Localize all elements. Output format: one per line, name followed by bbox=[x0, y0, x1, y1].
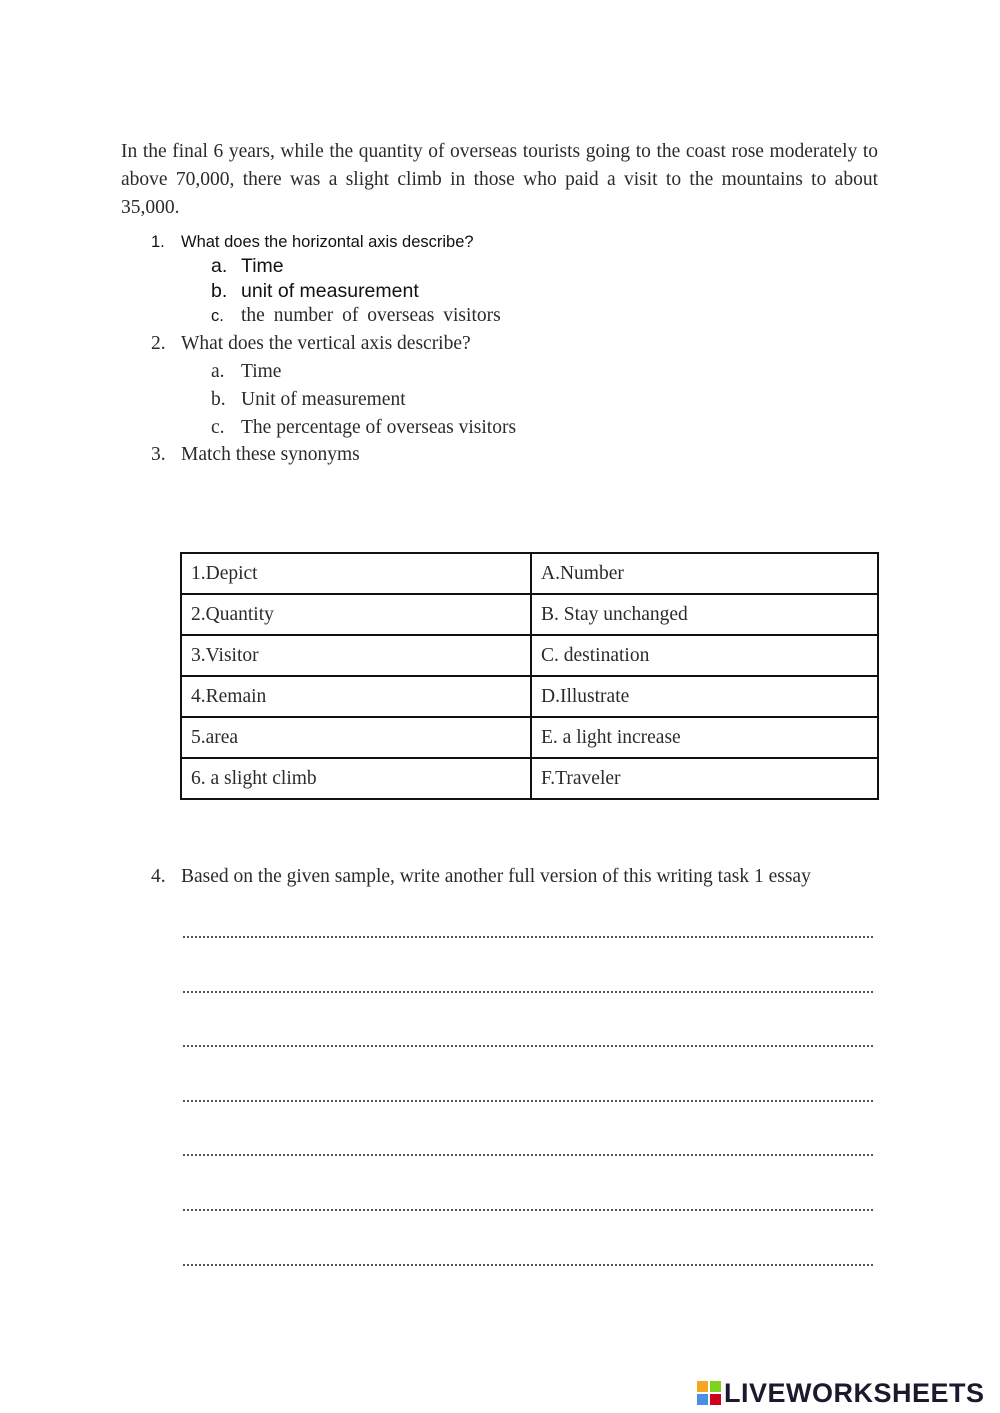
synonym-right-cell: B. Stay unchanged bbox=[531, 594, 878, 635]
answer-line[interactable] bbox=[183, 991, 873, 993]
option-letter: b. bbox=[211, 389, 226, 410]
synonym-right-cell: D.Illustrate bbox=[531, 676, 878, 717]
liveworksheets-logo bbox=[697, 1378, 985, 1408]
table-row bbox=[181, 717, 878, 758]
option-text: Time bbox=[241, 361, 282, 382]
option-text: the number of overseas visitors bbox=[241, 305, 501, 326]
question-1-text: What does the horizontal axis describe? bbox=[181, 233, 474, 251]
synonym-left-cell: 4.Remain bbox=[181, 676, 531, 717]
option-text: Unit of measurement bbox=[241, 389, 406, 410]
option-letter: a. bbox=[211, 255, 228, 277]
question-2-text: What does the vertical axis describe? bbox=[181, 333, 471, 354]
question-4-number: 4. bbox=[151, 866, 166, 887]
synonym-right-cell: A.Number bbox=[531, 553, 878, 594]
table-row bbox=[181, 758, 878, 799]
answer-line[interactable] bbox=[183, 936, 873, 938]
answer-line[interactable] bbox=[183, 1100, 873, 1102]
logo-icon bbox=[697, 1381, 721, 1405]
option-letter: a. bbox=[211, 361, 225, 382]
logo-square-icon bbox=[710, 1394, 721, 1405]
synonym-left-cell: 1.Depict bbox=[181, 553, 531, 594]
synonym-right-cell: C. destination bbox=[531, 635, 878, 676]
question-3-number: 3. bbox=[151, 444, 166, 465]
intro-paragraph: In the final 6 years, while the quantity of overseas tourists going to the coast rose moderately to above 70,000, there was a slight climb in those who paid a visit to the mountains to about 35,000. bbox=[121, 140, 878, 218]
answer-line[interactable] bbox=[183, 1045, 873, 1047]
answer-line[interactable] bbox=[183, 1154, 873, 1156]
table-row bbox=[181, 553, 878, 594]
answer-line[interactable] bbox=[183, 1209, 873, 1211]
option-letter: c. bbox=[211, 307, 224, 325]
logo-square-icon bbox=[710, 1381, 721, 1392]
question-3-text: Match these synonyms bbox=[181, 444, 360, 465]
question-1-number: 1. bbox=[151, 233, 165, 251]
logo-square-icon bbox=[697, 1381, 708, 1392]
synonym-left-cell: 2.Quantity bbox=[181, 594, 531, 635]
question-4-text: Based on the given sample, write another full version of this writing task 1 essay bbox=[181, 866, 811, 887]
option-text: The percentage of overseas visitors bbox=[241, 417, 517, 438]
synonym-matching-table bbox=[180, 552, 879, 800]
option-letter: b. bbox=[211, 280, 228, 302]
synonym-left-cell: 5.area bbox=[181, 717, 531, 758]
table-row bbox=[181, 594, 878, 635]
synonym-right-cell: F.Traveler bbox=[531, 758, 878, 799]
option-text: Time bbox=[241, 255, 284, 277]
synonym-left-cell: 6. a slight climb bbox=[181, 758, 531, 799]
table-row bbox=[181, 635, 878, 676]
logo-square-icon bbox=[697, 1394, 708, 1405]
option-letter: c. bbox=[211, 417, 225, 438]
synonym-left-cell: 3.Visitor bbox=[181, 635, 531, 676]
answer-line[interactable] bbox=[183, 1264, 873, 1266]
logo-text: LIVEWORKSHEETS bbox=[724, 1378, 985, 1408]
question-2-number: 2. bbox=[151, 333, 166, 354]
table-row bbox=[181, 676, 878, 717]
option-text: unit of measurement bbox=[241, 280, 419, 302]
synonym-right-cell: E. a light increase bbox=[531, 717, 878, 758]
